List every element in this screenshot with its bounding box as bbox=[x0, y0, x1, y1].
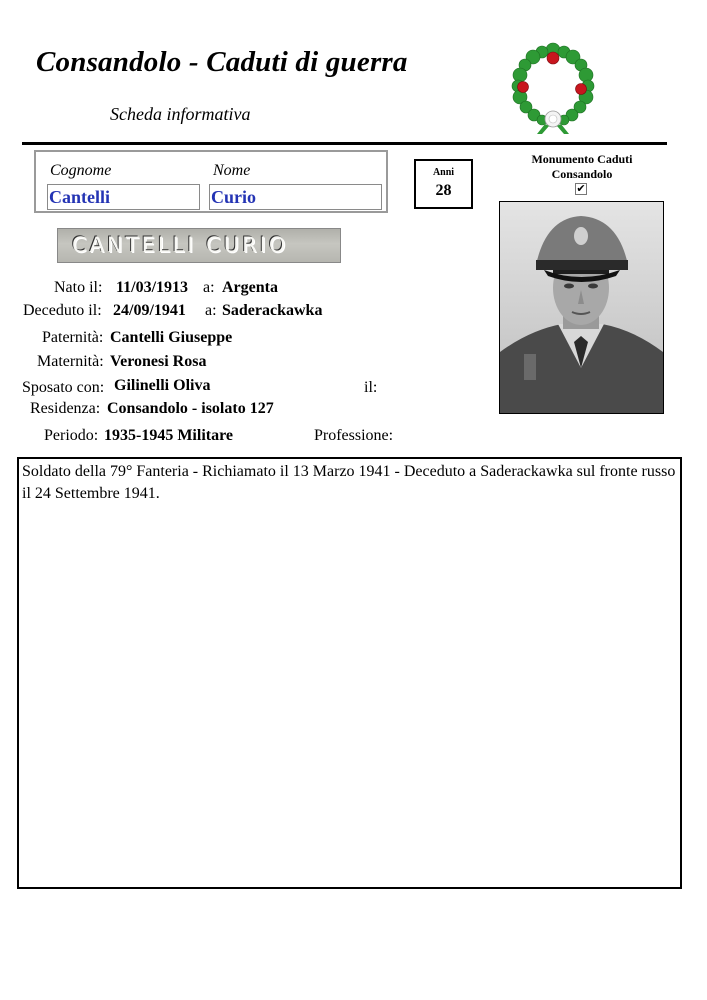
periodo-label: Periodo: bbox=[44, 427, 99, 444]
nome-label: Nome bbox=[213, 162, 251, 179]
maternita-value: Veronesi Rosa bbox=[110, 353, 207, 370]
page-subtitle: Scheda informativa bbox=[110, 104, 251, 124]
periodo-value: 1935-1945 Militare bbox=[104, 427, 234, 444]
professione-label: Professione: bbox=[314, 427, 394, 444]
checkmark-icon: ✔ bbox=[576, 183, 586, 195]
header-divider bbox=[22, 142, 667, 145]
engraved-name-plaque bbox=[57, 228, 341, 263]
cognome-field: Cantelli bbox=[47, 184, 200, 210]
monument-label-line2: Consandolo bbox=[551, 167, 613, 181]
nato-label: Nato il: bbox=[54, 279, 103, 296]
age-value: 28 bbox=[435, 182, 452, 199]
deceduto-label: Deceduto il: bbox=[23, 302, 102, 319]
monument-label-line1: Monumento Caduti bbox=[531, 152, 633, 166]
residenza-value: Consandolo - isolato 127 bbox=[107, 400, 274, 417]
age-box bbox=[414, 159, 473, 209]
deceduto-place-label: a: bbox=[205, 302, 217, 319]
paternita-value: Cantelli Giuseppe bbox=[110, 329, 233, 346]
deceduto-date: 24/09/1941 bbox=[113, 302, 186, 319]
sposato-value: Gilinelli Oliva bbox=[114, 377, 211, 394]
marriage-date-label: il: bbox=[364, 379, 378, 396]
nome-field: Curio bbox=[209, 184, 382, 210]
monument-label bbox=[512, 152, 652, 182]
soldier-photo bbox=[499, 201, 664, 414]
deceduto-place: Saderackawka bbox=[222, 302, 323, 319]
nato-place: Argenta bbox=[222, 279, 278, 296]
nato-date: 11/03/1913 bbox=[116, 279, 189, 296]
age-label: Anni bbox=[432, 167, 455, 178]
residenza-label: Residenza: bbox=[30, 400, 101, 417]
notes-box bbox=[17, 457, 682, 889]
maternita-label: Maternità: bbox=[37, 353, 104, 370]
cognome-label: Cognome bbox=[50, 162, 112, 179]
paternita-label: Paternità: bbox=[42, 329, 104, 346]
nato-place-label: a: bbox=[203, 279, 215, 296]
notes-text: Soldato della 79° Fanteria - Richiamato il 13 Marzo 1941 - Deceduto a Saderackawka sul fronte russo il 24 Settembre 1941. bbox=[22, 463, 676, 502]
monument-checkbox[interactable] bbox=[575, 183, 587, 195]
page-title: Consandolo - Caduti di guerra bbox=[36, 46, 408, 78]
plaque-text: CANTELLI CURIO bbox=[72, 233, 289, 257]
memorial-wreath-icon bbox=[505, 40, 601, 136]
sposato-label: Sposato con: bbox=[22, 379, 105, 396]
